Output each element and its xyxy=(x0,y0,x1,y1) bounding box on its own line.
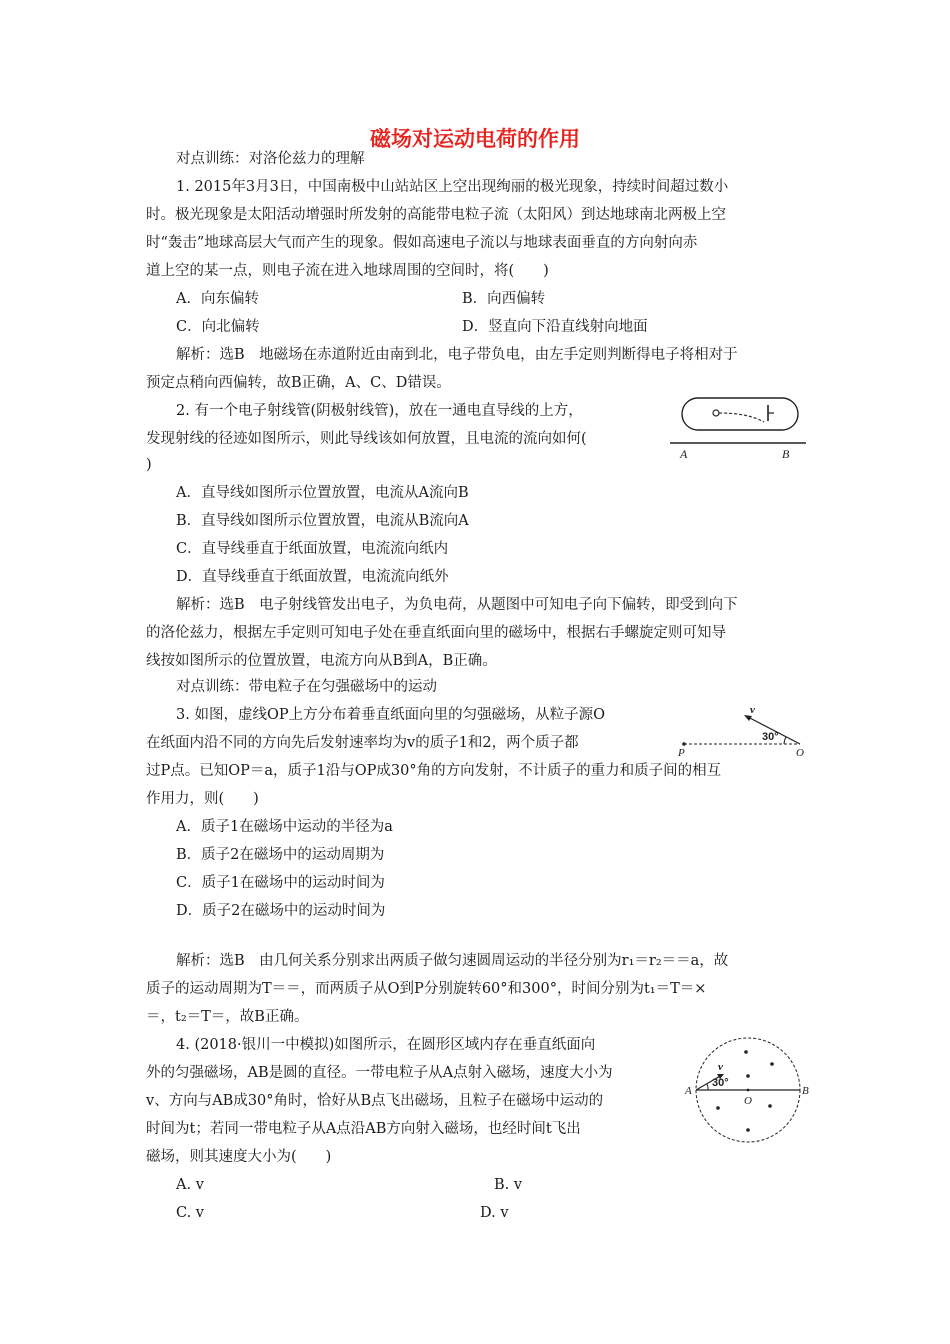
q4-line-5: 磁场，则其速度大小为( ) xyxy=(146,1149,332,1165)
q4-option-a: A. v xyxy=(176,1177,204,1193)
q1-line-3: 时“轰击”地球高层大气而产生的现象。假如高速电子流以与地球表面垂直的方向射向赤 xyxy=(146,235,698,251)
angle-arc xyxy=(707,1084,708,1090)
q1-option-a: A．向东偏转 xyxy=(176,291,259,307)
section-heading-uniform-field: 对点训练：带电粒子在匀强磁场中的运动 xyxy=(176,679,437,695)
q1-option-d: D．竖直向下沿直线射向地面 xyxy=(462,319,648,335)
field-dot xyxy=(770,1062,774,1066)
center-o xyxy=(747,1089,750,1092)
label-v: v xyxy=(718,1061,723,1073)
q3-line-2: 在纸面内沿不同的方向先后发射速率均为v的质子1和2，两个质子都 xyxy=(146,735,579,751)
q1-analysis-line-1: 解析：选B 地磁场在赤道附近由南到北，电子带负电，由左手定则判断得电子将相对于 xyxy=(176,347,738,363)
q3-analysis-line-2: 质子的运动周期为T＝＝，而两质子从O到P分别旋转60°和300°，时间分别为t₁＝T＝× xyxy=(146,981,707,997)
point-p xyxy=(682,742,686,746)
q4-line-4: 时间为t；若同一带电粒子从A点沿AB方向射入磁场，也经时间t飞出 xyxy=(146,1121,581,1137)
electron-beam-path xyxy=(719,413,764,422)
q3-option-c: C．质子1在磁场中的运动时间为 xyxy=(176,875,385,891)
q3-option-d: D．质子2在磁场中的运动时间为 xyxy=(176,903,386,919)
q2-option-b: B．直导线如图所示位置放置，电流从B流向A xyxy=(176,513,469,529)
label-o: O xyxy=(796,747,804,758)
field-dot xyxy=(768,1104,772,1108)
q4-line-1: 4. (2018·银川一中模拟)如图所示，在圆形区域内存在垂直纸面向 xyxy=(176,1037,596,1053)
section-heading-lorentz: 对点训练：对洛伦兹力的理解 xyxy=(176,151,365,167)
q1-option-b: B．向西偏转 xyxy=(462,291,546,307)
field-dot xyxy=(744,1050,748,1054)
q3-option-b: B．质子2在磁场中的运动周期为 xyxy=(176,847,385,863)
label-b: B xyxy=(802,1085,809,1097)
q2-line-1: 2. 有一个电子射线管(阴极射线管)，放在一通电直导线的上方， xyxy=(176,403,583,419)
label-b: B xyxy=(782,447,790,461)
q1-line-1: 1. 2015年3月3日，中国南极中山站站区上空出现绚丽的极光现象，持续时间超过数小 xyxy=(176,179,729,195)
q2-line-3: ) xyxy=(146,457,152,473)
field-dot xyxy=(746,1074,750,1078)
field-dot xyxy=(746,1128,750,1132)
q2-line-2: 发现射线的径迹如图所示，则此导线该如何放置，且电流的流向如何( xyxy=(146,431,587,447)
label-angle: 30° xyxy=(762,731,779,743)
q2-option-c: C．直导线垂直于纸面放置，电流流向纸内 xyxy=(176,541,449,557)
angle-arc xyxy=(784,737,786,744)
q4-line-2: 外的匀强磁场，AB是圆的直径。一带电粒子从A点射入磁场，速度大小为 xyxy=(146,1065,613,1081)
q3-analysis-line-3: ＝，t₂＝T＝，故B正确。 xyxy=(146,1009,309,1025)
cathode-ray-tube-figure xyxy=(668,396,808,462)
label-a: A xyxy=(685,1085,692,1097)
q3-analysis-line-1: 解析：选B 由几何关系分别求出两质子做匀速圆周运动的半径分别为r₁＝r₂＝＝a，故 xyxy=(176,953,729,969)
field-dot xyxy=(716,1106,720,1110)
cathode-icon xyxy=(713,410,719,416)
label-a: A xyxy=(680,447,688,461)
q4-option-b: B. v xyxy=(494,1177,523,1193)
q2-analysis-line-1: 解析：选B 电子射线管发出电子，为负电荷，从题图中可知电子向下偏转，即受到向下 xyxy=(176,597,738,613)
label-angle: 30° xyxy=(712,1077,729,1089)
q1-line-4: 道上空的某一点，则电子流在进入地球周围的空间时，将( ) xyxy=(146,263,549,279)
q3-line-1: 3. 如图，虚线OP上方分布着垂直纸面向里的匀强磁场，从粒子源O xyxy=(176,707,605,723)
q3-line-3: 过P点。已知OP＝a，质子1沿与OP成30°角的方向发射，不计质子的重力和质子间的相互 xyxy=(146,763,722,779)
q4-line-3: v、方向与AB成30°角时，恰好从B点飞出磁场，且粒子在磁场中运动的 xyxy=(146,1093,604,1109)
label-p: P xyxy=(678,747,685,758)
page-title: 磁场对运动电荷的作用 xyxy=(370,127,580,151)
q4-option-d: D. v xyxy=(480,1205,509,1221)
proton-source-figure xyxy=(672,702,812,758)
q2-analysis-line-3: 线按如图所示的位置放置，电流方向从B到A，B正确。 xyxy=(146,653,497,669)
q4-option-c: C. v xyxy=(176,1205,204,1221)
q1-option-c: C．向北偏转 xyxy=(176,319,260,335)
q2-analysis-line-2: 的洛伦兹力，根据左手定则可知电子处在垂直纸面向里的磁场中，根据右手螺旋定则可知导 xyxy=(146,625,726,641)
circular-field-figure xyxy=(682,1034,814,1146)
label-v: v xyxy=(750,704,755,716)
q3-line-4: 作用力，则( ) xyxy=(146,791,259,807)
label-o: O xyxy=(744,1095,752,1107)
q2-option-d: D．直导线垂直于纸面放置，电流流向纸外 xyxy=(176,569,449,585)
q1-line-2: 时。极光现象是太阳活动增强时所发射的高能带电粒子流（太阳风）到达地球南北两极上空 xyxy=(146,207,726,223)
q3-option-a: A．质子1在磁场中运动的半径为a xyxy=(176,819,393,835)
q1-analysis-line-2: 预定点稍向西偏转，故B正确，A、C、D错误。 xyxy=(146,375,451,391)
q2-option-a: A．直导线如图所示位置放置，电流从A流向B xyxy=(176,485,469,501)
